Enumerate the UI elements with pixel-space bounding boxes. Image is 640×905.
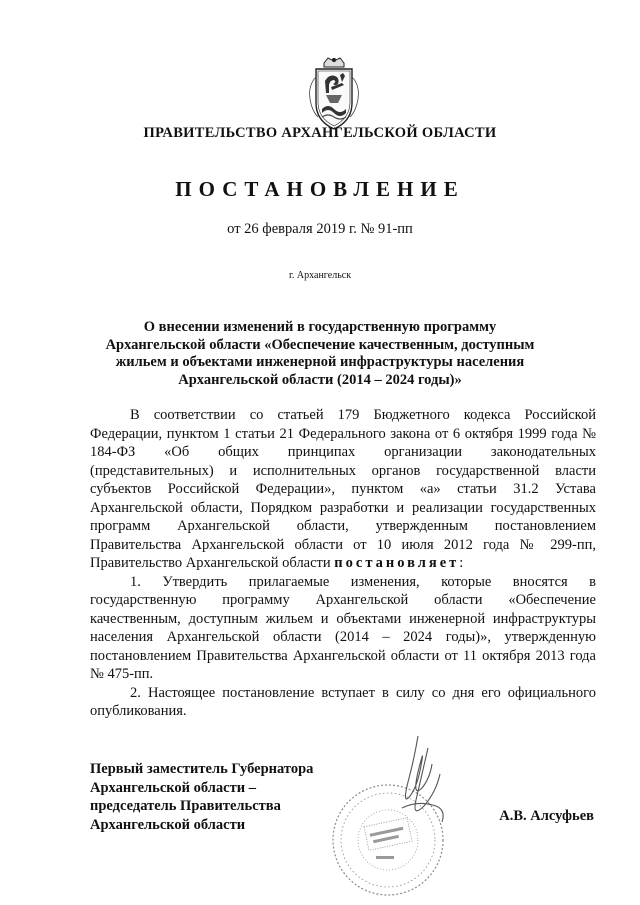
document-body <box>90 406 596 721</box>
decree-word: постановляет <box>334 555 460 571</box>
signer-position-line: Архангельской области – <box>90 779 256 796</box>
coat-of-arms-icon <box>302 55 366 135</box>
signer-position-line: Архангельской области <box>90 816 246 833</box>
clause-1: 1. Утвердить прилагаемые изменения, которые вносятся в государственную программу Архангельской области «Обеспечение качественным, доступным жильем и объектами инженерной инфраструктуры населения Архангельской области (2014 – 2024 годы)», утвержденную постановлением Правительства Архангельской области от 11 октября 2013 года № 475-пп. <box>90 573 596 682</box>
signer-position-line: председатель Правительства <box>90 798 281 814</box>
subject-line: Архангельской области (2014 – 2024 годы)» <box>178 371 462 388</box>
subject-line: жильем и объектами инженерной инфраструктуры населения <box>115 354 525 370</box>
signer-position-line: Первый заместитель Губернатора <box>90 761 314 777</box>
subject-line: О внесении изменений в государственную программу <box>143 319 497 335</box>
document-date-number: от 26 февраля 2019 г. № 91-пп <box>227 221 413 237</box>
official-seal-icon <box>318 730 478 905</box>
preamble-paragraph <box>90 406 596 573</box>
document-type: ПОСТАНОВЛЕНИЕ <box>175 177 465 201</box>
decree-colon: : <box>459 555 464 571</box>
signer-name: А.В. Алсуфьев <box>499 808 594 824</box>
subject-line: Архангельской области «Обеспечение качественным, доступным <box>105 336 535 353</box>
preamble-text: В соответствии со статьей 179 Бюджетного кодекса Российской Федерации, пунктом 1 статьи 21 Федерального закона от 6 октября 1999 года № 184-ФЗ «Об общих принципах организации законодательных (представительных) и исполнительных органов государственной власти субъектов Российской Федерации», пунктом «а» статьи 31.2 Устава Архангельской области, Порядком разработки и реализации государственных программ Архангельской области, утвержденным постановлением Правительства Архангельской области от 10 июля 2012 года № 299-пп, Правительство Архангельской области <box>90 407 596 571</box>
document-subject <box>90 319 550 389</box>
signer-position <box>90 760 350 834</box>
document-place: г. Архангельск <box>288 270 352 281</box>
issuing-authority: ПРАВИТЕЛЬСТВО АРХАНГЕЛЬСКОЙ ОБЛАСТИ <box>143 125 497 141</box>
clause-2: 2. Настоящее постановление вступает в силу со дня его официального опубликования. <box>90 684 596 719</box>
